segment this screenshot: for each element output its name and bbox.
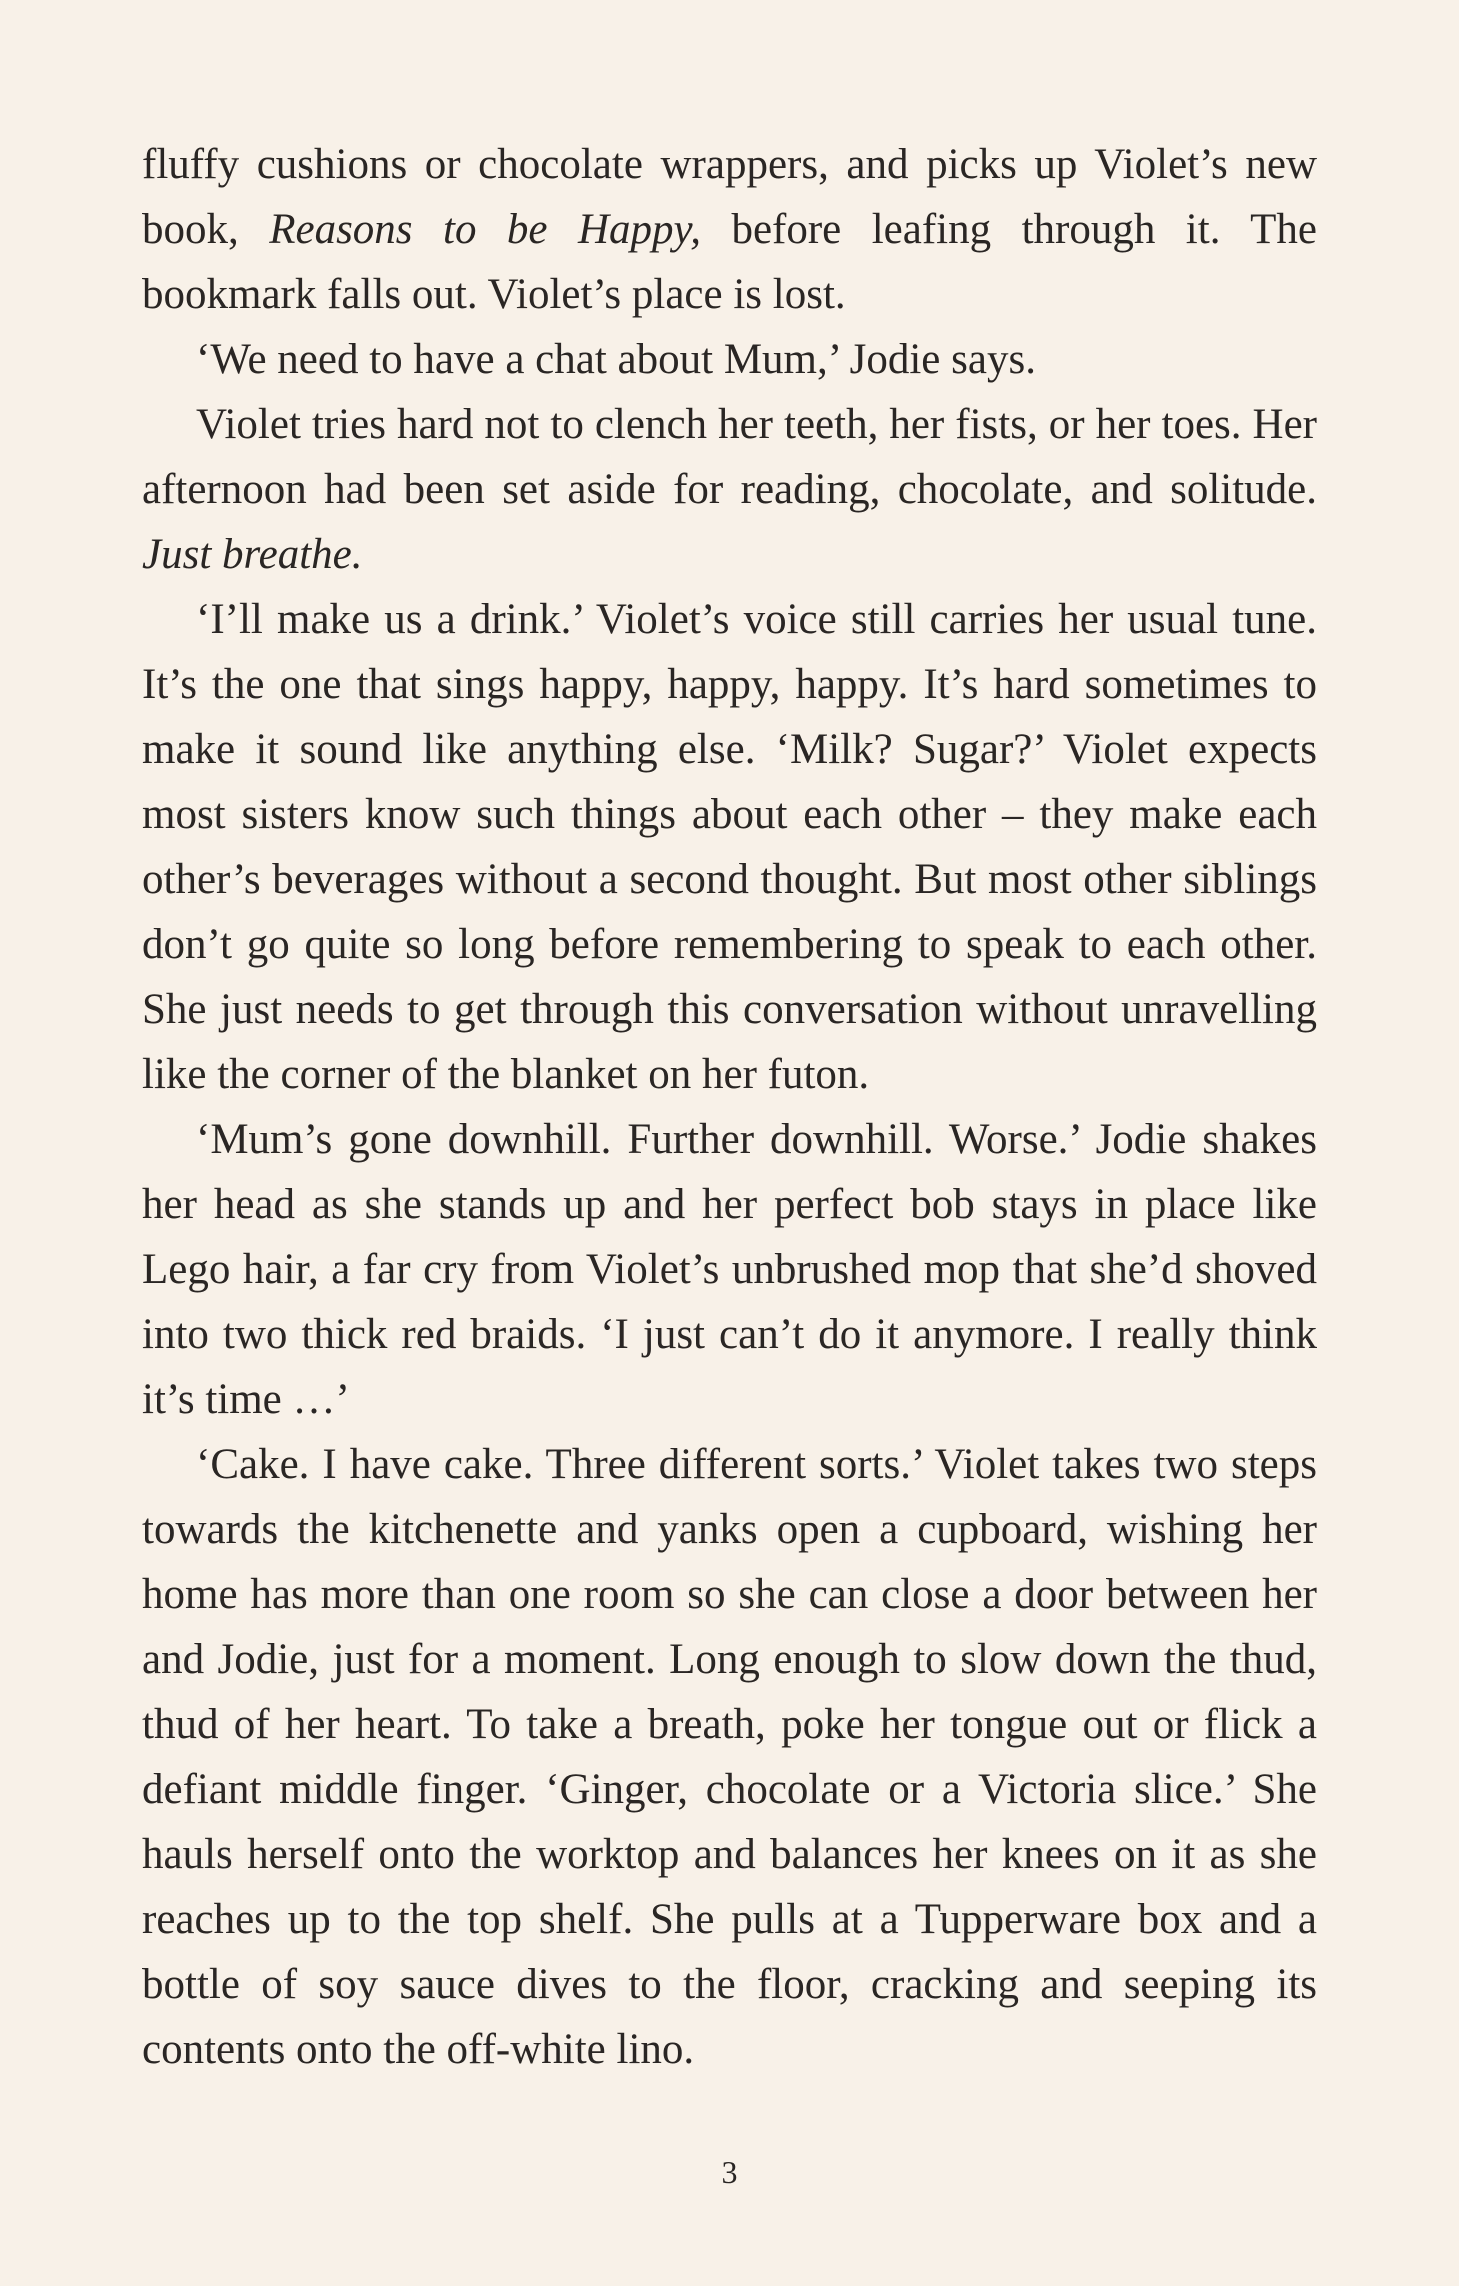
emphasis-italic: Just breathe.: [142, 531, 363, 578]
text-segment: before leafing through it. The bookmark falls out. Violet’s place is lost.: [142, 206, 1317, 318]
paragraph: [142, 392, 1317, 587]
text-segment: fluffy cushions or chocolate wrappers, and picks up Violet’s new book,: [142, 141, 1317, 253]
paragraph: [142, 1432, 1317, 2082]
body-text: [142, 132, 1317, 2082]
text-segment: ‘Cake. I have cake. Three different sorts.’ Violet takes two steps towards the kitchenette and yanks open a cupboard, wishing her home has more than one room so she can close a door between her and Jodie, just for a moment. Long enough to slow down the thud, thud of her heart. To take a breath, poke her tongue out or flick a defiant middle finger. ‘Ginger, chocolate or a Victoria slice.’ She hauls herself onto the worktop and balances her knees on it as she reaches up to the top shelf. She pulls at a Tupperware box and a bottle of soy sauce dives to the floor, cracking and seeping its contents onto the off-white lino.: [142, 1441, 1317, 2073]
text-segment: ‘We need to have a chat about Mum,’ Jodie says.: [196, 336, 1036, 383]
page-number: 3: [721, 2154, 738, 2190]
paragraph: [142, 327, 1317, 392]
paragraph: [142, 132, 1317, 327]
text-segment: ‘Mum’s gone downhill. Further downhill. Worse.’ Jodie shakes her head as she stands up and her perfect bob stays in place like Lego hair, a far cry from Violet’s unbrushed mop that she’d shoved into two thick red braids. ‘I just can’t do it anymore. I really think it’s time …’: [142, 1116, 1317, 1423]
paragraph: [142, 1107, 1317, 1432]
book-title-italic: Reasons to be Happy,: [269, 206, 701, 253]
text-segment: ‘I’ll make us a drink.’ Violet’s voice still carries her usual tune. It’s the one that sings happy, happy, happy. It’s hard sometimes to make it sound like anything else. ‘Milk? Sugar?’ Violet expects most sisters know such things about each other – they make each other’s beverages without a second thought. But most other siblings don’t go quite so long before remembering to speak to each other. She just needs to get through this conversation without unravelling like the corner of the blanket on her futon.: [142, 596, 1317, 1098]
text-segment: Violet tries hard not to clench her teeth, her fists, or her toes. Her afternoon had been set aside for reading, chocolate, and solitude.: [142, 401, 1317, 513]
paragraph: [142, 587, 1317, 1107]
